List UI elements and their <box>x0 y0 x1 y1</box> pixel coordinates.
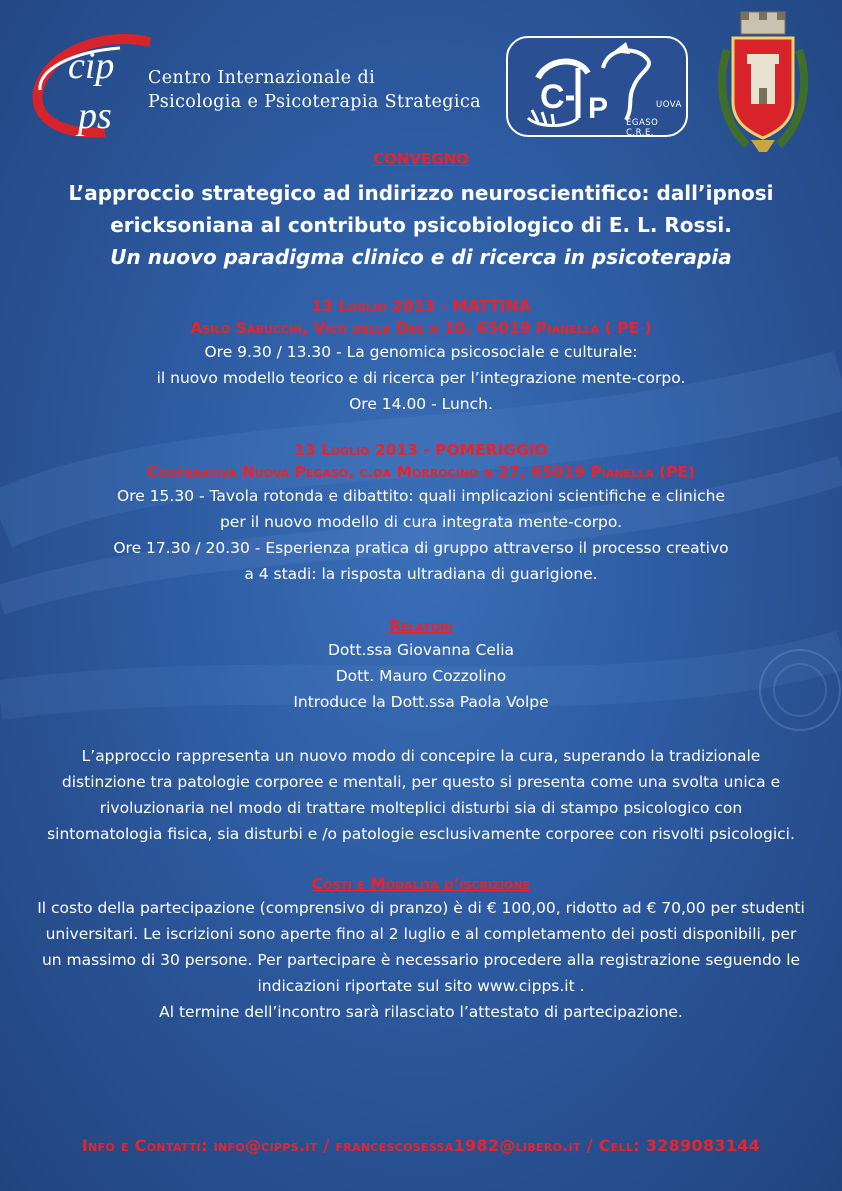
nuova-pegaso-logo <box>506 36 688 137</box>
morning-place: Asilo Sabucchi, Vico delle Dee n 10, 65019 Pianella ( PE ) <box>190 319 652 337</box>
speaker-name: Dott. Mauro Cozzolino <box>335 667 507 685</box>
speaker-name: Dott.ssa Giovanna Celia <box>327 641 515 659</box>
event-title <box>0 177 842 241</box>
event-title-line2: ericksoniana al contributo psicobiologico di E. L. Rossi. <box>110 213 732 237</box>
costs-heading: Costi e Modalità d’iscrizione <box>311 875 531 893</box>
costs-text: Il costo della partecipazione (comprensivo di pranzo) è di € 100,00, ridotto ad € 70,00 per studenti universitari. Le iscrizioni sono aperte fino al 2 luglio e al completamento dei posti disponibili, per un massimo di 30 persone. Per partecipare è necessario procedere alla registrazione seguendo le indicazioni riportate sul sito www.cipps.it . <box>37 899 805 995</box>
svg-text:ps: ps <box>78 95 112 137</box>
event-title-line1: L’approccio strategico ad indirizzo neuroscientifico: dall’ipnosi <box>68 181 774 205</box>
morning-date: 13 Luglio 2013 - MATTINA <box>311 297 531 315</box>
organization-name-line1: Centro Internazionale di <box>148 68 376 88</box>
afternoon-date: 13 Luglio 2013 - POMERIGGIO <box>294 441 548 459</box>
morning-line: Ore 14.00 - Lunch. <box>349 395 493 413</box>
morning-line: il nuovo modello teorico e di ricerca per l’integrazione mente-corpo. <box>156 369 686 387</box>
costs-section <box>0 873 842 1025</box>
afternoon-line: Ore 17.30 / 20.30 - Esperienza pratica di gruppo attraverso il processo creativo <box>113 539 729 557</box>
svg-text:cip: cip <box>68 45 115 87</box>
afternoon-place: Cooperativa Nuova Pegaso, c.da Morrocino n 27, 65019 Pianella (PE) <box>146 463 696 481</box>
afternoon-line: Ore 15.30 - Tavola rotonda e dibattito: quali implicazioni scientifiche e cliniche <box>117 487 725 505</box>
np-caption-line1: UOVA <box>656 100 682 110</box>
municipal-crest <box>707 10 819 158</box>
description-paragraph: L’approccio rappresenta un nuovo modo di concepire la cura, superando la tradizionale distinzione tra patologie corporee e mentali, per questo si presenta come una svolta unica e rivoluzionaria nel modo di trattare molteplici disturbi sia di stampo psicologico con sintomatologia fisica, sia disturbi e /o patologie esclusivamente corporee con risvolti psicologici. <box>47 747 795 843</box>
header <box>0 0 842 160</box>
svg-text:C: C <box>540 78 565 116</box>
costs-closing: Al termine dell’incontro sarà rilasciato l’attestato di partecipazione. <box>159 1003 683 1021</box>
contacts-footer: Info e Contatti: info@cipps.it / francescosessa1982@libero.it / Cell: 3289083144 <box>81 1136 761 1155</box>
speakers-heading: Relatori <box>389 617 453 635</box>
speaker-name: Introduce la Dott.ssa Paola Volpe <box>293 693 549 711</box>
afternoon-line: a 4 stadi: la risposta ultradiana di guarigione. <box>244 565 598 583</box>
event-type: CONVEGNO <box>373 150 469 168</box>
svg-text:P: P <box>588 92 609 125</box>
afternoon-section <box>0 439 842 587</box>
main-content <box>0 150 842 1025</box>
np-caption-line2: EGASO C.R.E. <box>626 118 659 138</box>
morning-line: Ore 9.30 / 13.30 - La genomica psicosociale e culturale: <box>204 343 638 361</box>
organization-name-line2: Psicologia e Psicoterapia Strategica <box>148 92 481 112</box>
afternoon-line: per il nuovo modello di cura integrata mente-corpo. <box>219 513 623 531</box>
speakers-section <box>0 615 842 715</box>
morning-section <box>0 295 842 417</box>
cipps-logo <box>30 30 160 145</box>
event-subtitle: Un nuovo paradigma clinico e di ricerca in psicoterapia <box>110 245 732 269</box>
organization-name <box>148 66 481 114</box>
